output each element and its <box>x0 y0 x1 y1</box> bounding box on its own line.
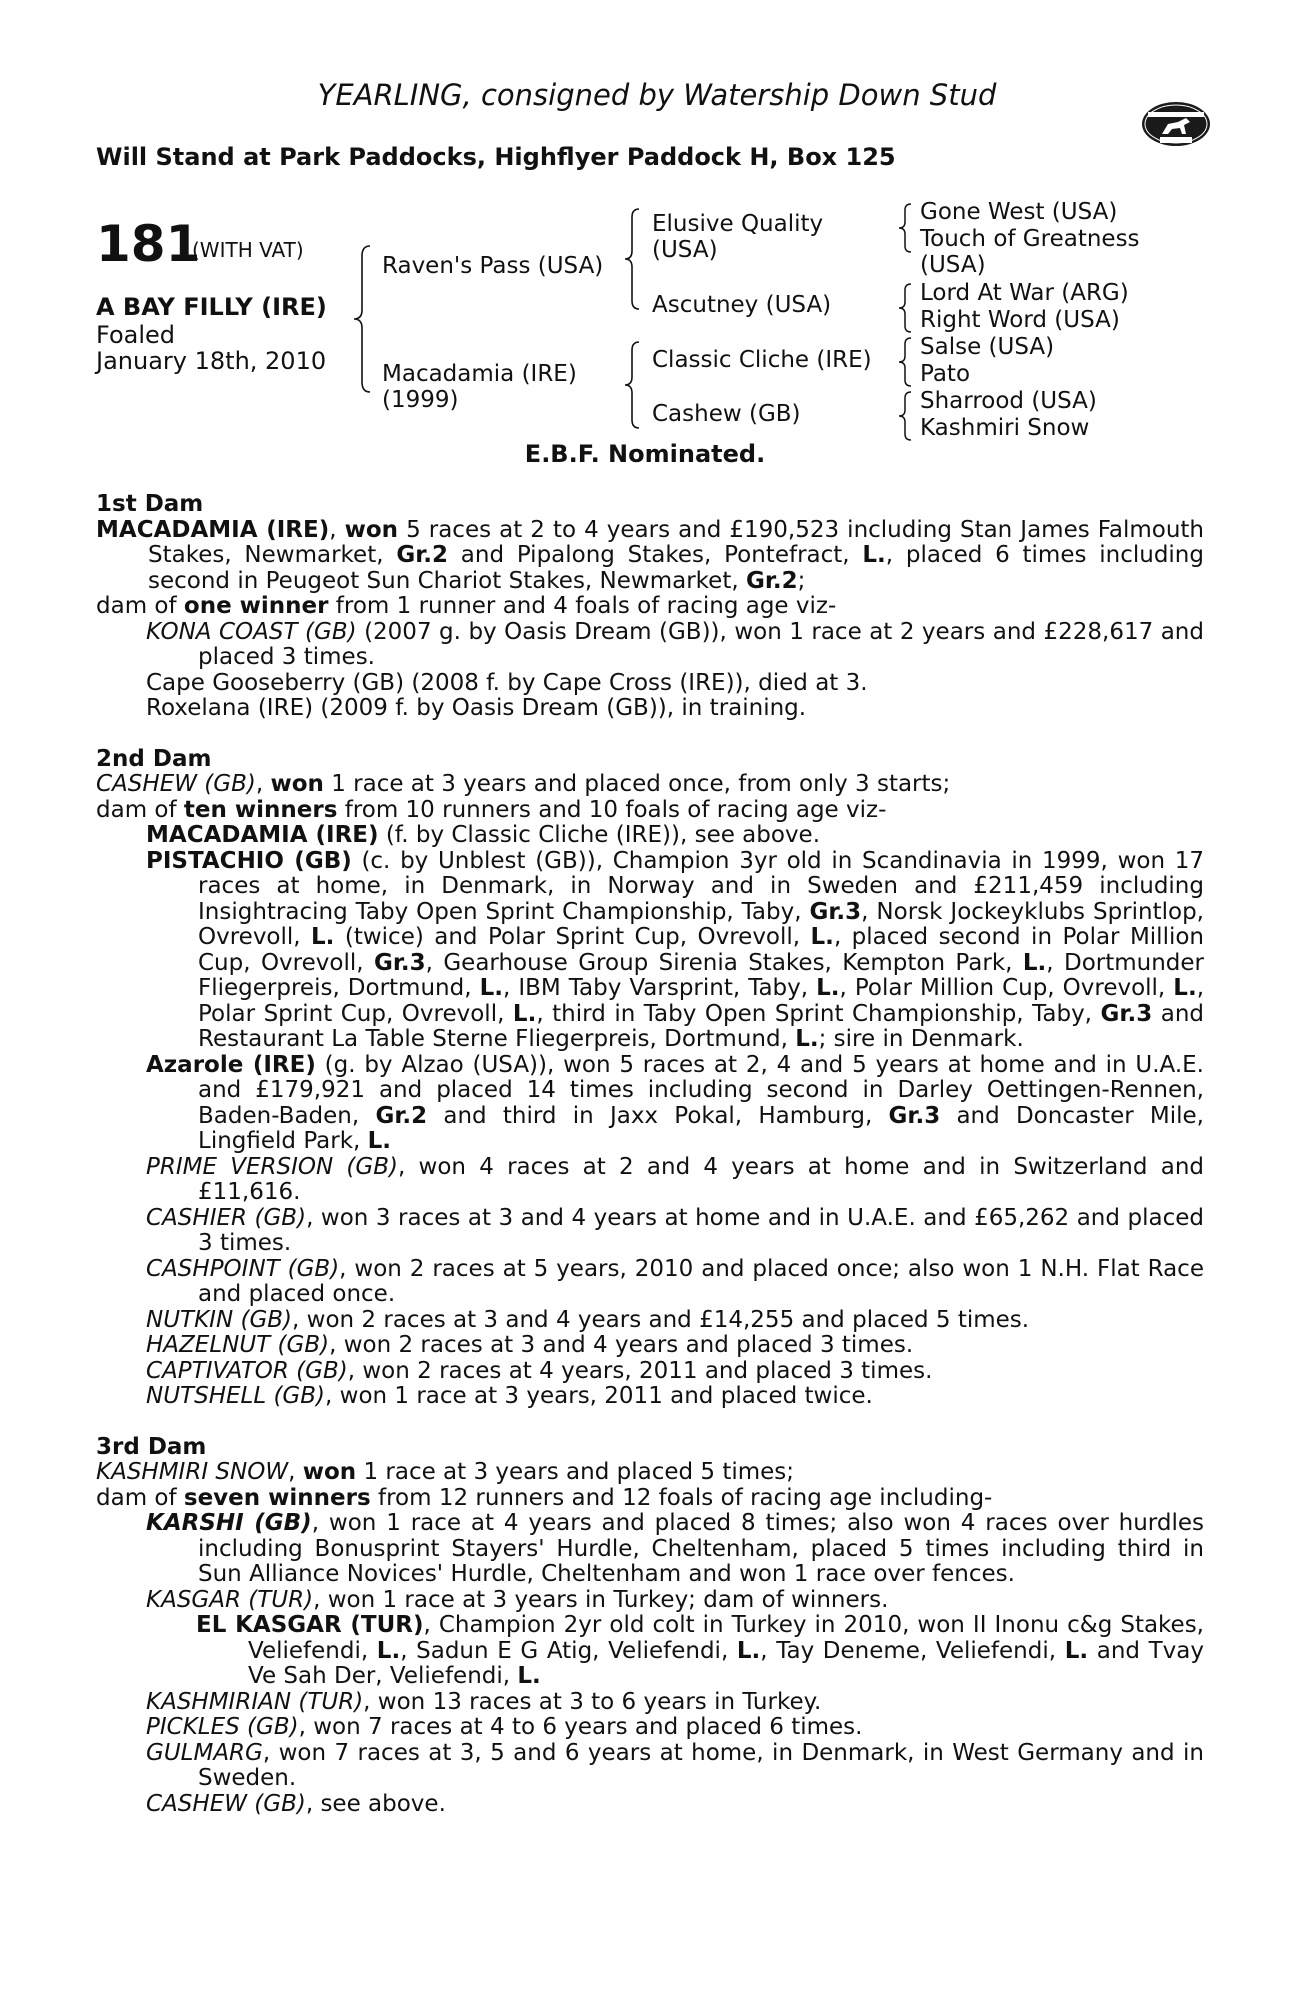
pedigree-g3-1: Gone West (USA) <box>920 199 1118 225</box>
pedigree-brace-g2 <box>896 282 914 334</box>
progeny-entry: CASHEW (GB), see above. <box>146 1790 446 1817</box>
pedigree-brace-main <box>350 244 374 394</box>
pedigree-brace-g1 <box>896 202 914 254</box>
first-dam-record: MACADAMIA (IRE), won 5 races at 2 to 4 years and £190,523 including Stan James Falmouth Stakes, Newmarket, Gr.2 and Pipalong Stakes, Pontefract, L., placed 6 times including second in Peugeot Sun Chariot Stakes, Newmarket, Gr.2; <box>96 516 1204 594</box>
pedigree-brace-g4 <box>896 390 914 442</box>
pedigree-sire-dam: Ascutney (USA) <box>652 292 832 318</box>
progeny-entry: MACADAMIA (IRE) (f. by Classic Cliche (IRE)), see above. <box>146 822 821 848</box>
pedigree-dam-dam: Cashew (GB) <box>652 401 801 427</box>
first-dam-heading: 1st Dam <box>96 491 204 517</box>
progeny-entry: Roxelana (IRE) (2009 f. by Oasis Dream (GB)), in training. <box>146 695 807 721</box>
progeny-entry: CASHIER (GB), won 3 races at 3 and 4 years at home and in U.A.E. and £65,262 and placed 3 times. <box>146 1204 1204 1256</box>
pedigree-brace-sire <box>622 207 642 311</box>
progeny-entry: KARSHI (GB), won 1 race at 4 years and placed 8 times; also won 4 races over hurdles including Bonusprint Stayers' Hurdle, Cheltenham, placed 5 times including third in Sun Alliance Novices' Hurdle, Cheltenham and won 1 race over fences. <box>146 1510 1204 1587</box>
pedigree-g3-2-country: (USA) <box>920 252 986 278</box>
progeny-entry: PICKLES (GB), won 7 races at 4 to 6 years and placed 6 times. <box>146 1714 863 1740</box>
pedigree-g3-2: Touch of Greatness <box>920 226 1140 252</box>
foaled-label: Foaled <box>96 321 176 349</box>
progeny-entry: Azarole (IRE) (g. by Alzao (USA)), won 5 races at 2, 4 and 5 years at home and in U.A.E. and £179,921 and placed 14 times including second in Darley Oettingen-Rennen, Baden-Baden, Gr.2 and third in Jaxx Pokal, Hamburg, Gr.3 and Doncaster Mile, Lingfield Park, L. <box>146 1051 1204 1154</box>
second-dam-record: CASHEW (GB), won 1 race at 3 years and placed once, from only 3 starts; <box>96 771 951 797</box>
pedigree-g3-6: Pato <box>920 361 971 387</box>
third-dam-produce-summary: dam of seven winners from 12 runners and 12 foals of racing age including- <box>96 1484 993 1511</box>
pedigree-g3-8: Kashmiri Snow <box>920 415 1090 441</box>
pedigree-dam: Macadamia (IRE) <box>382 361 577 387</box>
pedigree-sire-sire-country: (USA) <box>652 237 718 263</box>
grand-progeny-entry: EL KASGAR (TUR), Champion 2yr old colt in Turkey in 2010, won II Inonu c&g Stakes, Veliefendi, L., Sadun E G Atig, Veliefendi, L., Tay Deneme, Veliefendi, L. and Tvay Ve Sah Der, Veliefendi, L. <box>196 1612 1204 1689</box>
pedigree-sire: Raven's Pass (USA) <box>382 253 604 279</box>
first-dam-produce-summary: dam of one winner from 1 runner and 4 foals of racing age viz- <box>96 593 837 619</box>
pedigree-sire-sire: Elusive Quality <box>652 211 824 237</box>
pedigree-g3-4: Right Word (USA) <box>920 307 1120 333</box>
progeny-entry: CASHPOINT (GB), won 2 races at 5 years, 2010 and placed once; also won 1 N.H. Flat Race and placed once. <box>146 1255 1204 1307</box>
foaled-date: January 18th, 2010 <box>96 347 327 375</box>
pedigree-g3-3: Lord At War (ARG) <box>920 280 1129 306</box>
third-dam-heading: 3rd Dam <box>96 1433 207 1460</box>
pedigree-brace-dam <box>622 340 642 430</box>
progeny-entry: GULMARG, won 7 races at 3, 5 and 6 years at home, in Denmark, in West Germany and in Sweden. <box>146 1739 1204 1791</box>
progeny-entry: KASGAR (TUR), won 1 race at 3 years in Turkey; dam of winners. <box>146 1586 889 1613</box>
progeny-entry: KASHMIRIAN (TUR), won 13 races at 3 to 6 years in Turkey. <box>146 1688 822 1715</box>
horse-description: A BAY FILLY (IRE) <box>96 293 327 321</box>
progeny-entry: NUTSHELL (GB), won 1 race at 3 years, 2011 and placed twice. <box>146 1383 873 1409</box>
second-dam-heading: 2nd Dam <box>96 745 212 772</box>
pedigree-g3-5: Salse (USA) <box>920 334 1055 360</box>
progeny-entry: HAZELNUT (GB), won 2 races at 3 and 4 years and placed 3 times. <box>146 1332 914 1358</box>
stand-location: Will Stand at Park Paddocks, Highflyer Paddock H, Box 125 <box>96 143 896 171</box>
pedigree-dam-sire: Classic Cliche (IRE) <box>652 347 872 373</box>
progeny-entry: PRIME VERSION (GB), won 4 races at 2 and 4 years at home and in Switzerland and £11,616. <box>146 1153 1204 1205</box>
lot-number: 181 <box>96 215 201 273</box>
page-title: YEARLING, consigned by Watership Down Stud <box>317 78 997 112</box>
third-dam-record: KASHMIRI SNOW, won 1 race at 3 years and placed 5 times; <box>96 1459 795 1485</box>
dam-sections <box>96 492 1204 1817</box>
progeny-entry: CAPTIVATOR (GB), won 2 races at 4 years, 2011 and placed 3 times. <box>146 1357 933 1384</box>
ebf-nominated: E.B.F. Nominated. <box>524 440 766 468</box>
pedigree-dam-year: (1999) <box>382 387 459 413</box>
pedigree-brace-g3 <box>896 336 914 388</box>
progeny-entry: Cape Gooseberry (GB) (2008 f. by Cape Cross (IRE)), died at 3. <box>146 669 868 696</box>
pedigree-g3-7: Sharrood (USA) <box>920 388 1097 414</box>
progeny-entry: PISTACHIO (GB) (c. by Unblest (GB)), Champion 3yr old in Scandinavia in 1999, won 17 races at home, in Denmark, in Norway and in Sweden and £211,459 including Insightracing Taby Open Sprint Championship, Taby, Gr.3, Norsk Jockeyklubs Sprintlop, Ovrevoll, L. (twice) and Polar Sprint Cup, Ovrevoll, L., placed second in Polar Million Cup, Ovrevoll, Gr.3, Gearhouse Group Sirenia Stakes, Kempton Park, L., Dortmunder Fliegerpreis, Dortmund, L., IBM Taby Varsprint, Taby, L., Polar Million Cup, Ovrevoll, L., Polar Sprint Cup, Ovrevoll, L., third in Taby Open Sprint Championship, Taby, Gr.3 and Restaurant La Table Sterne Fliegerpreis, Dortmund, L.; sire in Denmark. <box>146 847 1205 1052</box>
progeny-entry: NUTKIN (GB), won 2 races at 3 and 4 years and £14,255 and placed 5 times. <box>146 1306 1030 1333</box>
yearling-bonus-logo <box>1140 98 1212 150</box>
second-dam-produce-summary: dam of ten winners from 10 runners and 10 foals of racing age viz- <box>96 796 887 823</box>
vat-note: (WITH VAT) <box>192 238 304 262</box>
progeny-entry: KONA COAST (GB) (2007 g. by Oasis Dream (GB)), won 1 race at 2 years and £228,617 and placed 3 times. <box>146 618 1204 670</box>
